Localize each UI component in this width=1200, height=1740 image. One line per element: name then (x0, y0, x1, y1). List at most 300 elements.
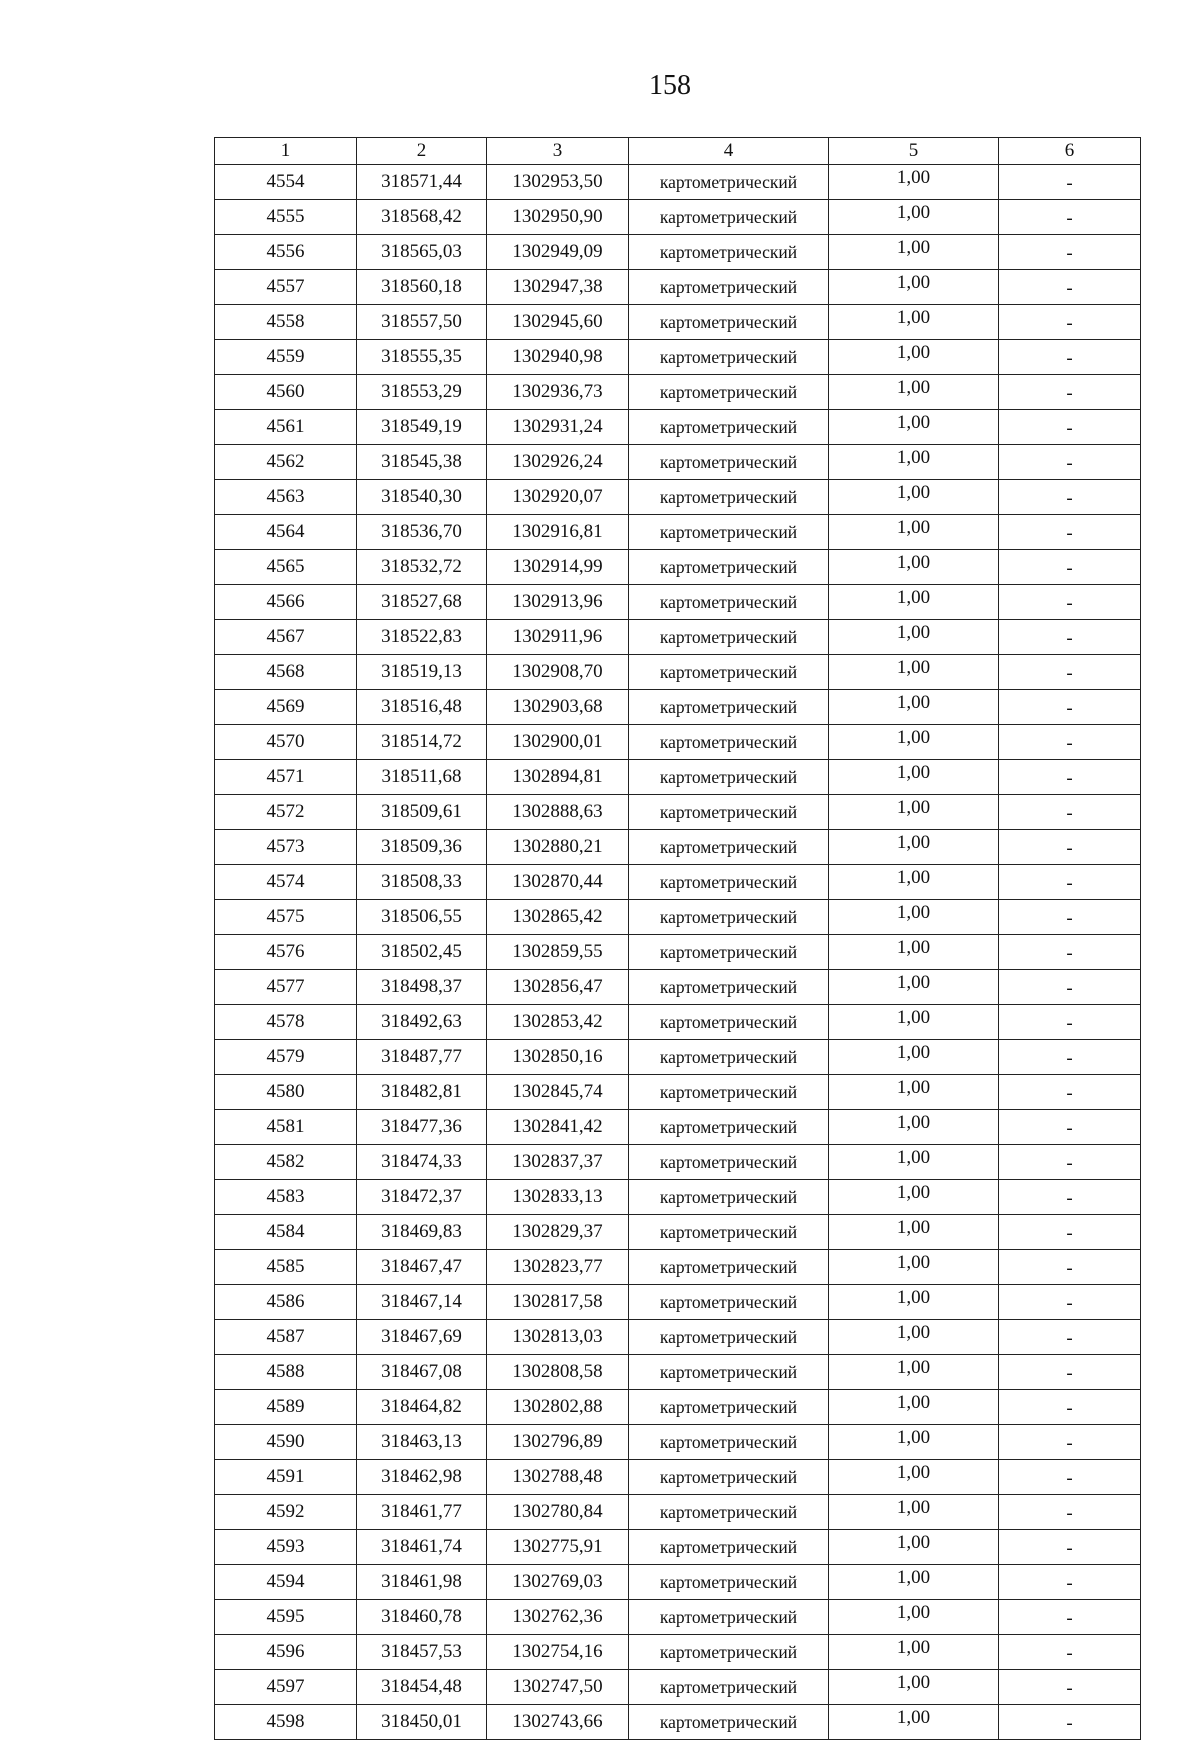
point-number-cell: 4558 (215, 305, 357, 340)
table-row (215, 1075, 1141, 1110)
accuracy-cell: 1,00 (829, 1250, 999, 1285)
y-coordinate-cell: 1302837,37 (487, 1145, 629, 1180)
y-coordinate-cell: 1302913,96 (487, 585, 629, 620)
accuracy-cell: 1,00 (829, 900, 999, 935)
table-row (215, 1635, 1141, 1670)
point-number-cell: 4578 (215, 1005, 357, 1040)
table-row (215, 1145, 1141, 1180)
description-cell: - (999, 1110, 1141, 1145)
point-number-cell: 4589 (215, 1390, 357, 1425)
accuracy-cell: 1,00 (829, 935, 999, 970)
method-cell: картометрический (629, 1670, 829, 1705)
y-coordinate-cell: 1302911,96 (487, 620, 629, 655)
table-row (215, 1460, 1141, 1495)
y-coordinate-cell: 1302949,09 (487, 235, 629, 270)
description-cell: - (999, 550, 1141, 585)
method-cell: картометрический (629, 550, 829, 585)
y-coordinate-cell: 1302936,73 (487, 375, 629, 410)
description-cell: - (999, 200, 1141, 235)
point-number-cell: 4559 (215, 340, 357, 375)
method-cell: картометрический (629, 1530, 829, 1565)
description-cell: - (999, 1145, 1141, 1180)
method-cell: картометрический (629, 305, 829, 340)
description-cell: - (999, 760, 1141, 795)
method-cell: картометрический (629, 1110, 829, 1145)
method-cell: картометрический (629, 1495, 829, 1530)
description-cell: - (999, 865, 1141, 900)
y-coordinate-cell: 1302788,48 (487, 1460, 629, 1495)
method-cell: картометрический (629, 480, 829, 515)
point-number-cell: 4562 (215, 445, 357, 480)
x-coordinate-cell: 318571,44 (357, 165, 487, 200)
y-coordinate-cell: 1302916,81 (487, 515, 629, 550)
description-cell: - (999, 445, 1141, 480)
description-cell: - (999, 270, 1141, 305)
y-coordinate-cell: 1302802,88 (487, 1390, 629, 1425)
table-row (215, 1705, 1141, 1740)
point-number-cell: 4582 (215, 1145, 357, 1180)
x-coordinate-cell: 318461,98 (357, 1565, 487, 1600)
accuracy-cell: 1,00 (829, 1355, 999, 1390)
table-row (215, 1355, 1141, 1390)
point-number-cell: 4575 (215, 900, 357, 935)
table-row (215, 1495, 1141, 1530)
point-number-cell: 4587 (215, 1320, 357, 1355)
table-row (215, 830, 1141, 865)
accuracy-cell: 1,00 (829, 375, 999, 410)
point-number-cell: 4583 (215, 1180, 357, 1215)
description-cell: - (999, 725, 1141, 760)
point-number-cell: 4576 (215, 935, 357, 970)
table-row (215, 1180, 1141, 1215)
description-cell: - (999, 970, 1141, 1005)
table-row (215, 935, 1141, 970)
accuracy-cell: 1,00 (829, 235, 999, 270)
method-cell: картометрический (629, 1600, 829, 1635)
method-cell: картометрический (629, 1635, 829, 1670)
table-row (215, 410, 1141, 445)
x-coordinate-cell: 318509,61 (357, 795, 487, 830)
method-cell: картометрический (629, 725, 829, 760)
description-cell: - (999, 1530, 1141, 1565)
description-cell: - (999, 1425, 1141, 1460)
method-cell: картометрический (629, 830, 829, 865)
point-number-cell: 4556 (215, 235, 357, 270)
description-cell: - (999, 1250, 1141, 1285)
description-cell: - (999, 1600, 1141, 1635)
x-coordinate-cell: 318568,42 (357, 200, 487, 235)
y-coordinate-cell: 1302829,37 (487, 1215, 629, 1250)
description-cell: - (999, 515, 1141, 550)
accuracy-cell: 1,00 (829, 1670, 999, 1705)
point-number-cell: 4563 (215, 480, 357, 515)
x-coordinate-cell: 318472,37 (357, 1180, 487, 1215)
accuracy-cell: 1,00 (829, 480, 999, 515)
table-row (215, 1390, 1141, 1425)
table-row (215, 200, 1141, 235)
x-coordinate-cell: 318549,19 (357, 410, 487, 445)
method-cell: картометрический (629, 1460, 829, 1495)
point-number-cell: 4591 (215, 1460, 357, 1495)
y-coordinate-cell: 1302813,03 (487, 1320, 629, 1355)
table-row (215, 865, 1141, 900)
point-number-cell: 4561 (215, 410, 357, 445)
y-coordinate-cell: 1302894,81 (487, 760, 629, 795)
y-coordinate-cell: 1302947,38 (487, 270, 629, 305)
y-coordinate-cell: 1302900,01 (487, 725, 629, 760)
point-number-cell: 4588 (215, 1355, 357, 1390)
description-cell: - (999, 165, 1141, 200)
point-number-cell: 4581 (215, 1110, 357, 1145)
point-number-cell: 4593 (215, 1530, 357, 1565)
y-coordinate-cell: 1302853,42 (487, 1005, 629, 1040)
description-cell: - (999, 1215, 1141, 1250)
method-cell: картометрический (629, 165, 829, 200)
y-coordinate-cell: 1302796,89 (487, 1425, 629, 1460)
point-number-cell: 4572 (215, 795, 357, 830)
method-cell: картометрический (629, 200, 829, 235)
y-coordinate-cell: 1302888,63 (487, 795, 629, 830)
method-cell: картометрический (629, 935, 829, 970)
method-cell: картометрический (629, 340, 829, 375)
x-coordinate-cell: 318536,70 (357, 515, 487, 550)
description-cell: - (999, 655, 1141, 690)
method-cell: картометрический (629, 1705, 829, 1740)
accuracy-cell: 1,00 (829, 305, 999, 340)
x-coordinate-cell: 318565,03 (357, 235, 487, 270)
method-cell: картометрический (629, 760, 829, 795)
accuracy-cell: 1,00 (829, 1600, 999, 1635)
table-row (215, 760, 1141, 795)
accuracy-cell: 1,00 (829, 620, 999, 655)
column-header-6: 6 (999, 138, 1141, 165)
method-cell: картометрический (629, 410, 829, 445)
point-number-cell: 4569 (215, 690, 357, 725)
point-number-cell: 4594 (215, 1565, 357, 1600)
y-coordinate-cell: 1302914,99 (487, 550, 629, 585)
method-cell: картометрический (629, 270, 829, 305)
x-coordinate-cell: 318464,82 (357, 1390, 487, 1425)
point-number-cell: 4574 (215, 865, 357, 900)
table-row (215, 970, 1141, 1005)
y-coordinate-cell: 1302953,50 (487, 165, 629, 200)
description-cell: - (999, 690, 1141, 725)
table-row (215, 165, 1141, 200)
accuracy-cell: 1,00 (829, 1390, 999, 1425)
point-number-cell: 4560 (215, 375, 357, 410)
accuracy-cell: 1,00 (829, 830, 999, 865)
x-coordinate-cell: 318462,98 (357, 1460, 487, 1495)
x-coordinate-cell: 318467,14 (357, 1285, 487, 1320)
table-row (215, 1040, 1141, 1075)
column-header-5: 5 (829, 138, 999, 165)
method-cell: картометрический (629, 375, 829, 410)
accuracy-cell: 1,00 (829, 585, 999, 620)
table-row (215, 305, 1141, 340)
coordinates-table (214, 137, 1141, 1740)
table-row (215, 725, 1141, 760)
y-coordinate-cell: 1302920,07 (487, 480, 629, 515)
method-cell: картометрический (629, 1250, 829, 1285)
table-row (215, 1425, 1141, 1460)
method-cell: картометрический (629, 235, 829, 270)
accuracy-cell: 1,00 (829, 165, 999, 200)
method-cell: картометрический (629, 1355, 829, 1390)
description-cell: - (999, 585, 1141, 620)
description-cell: - (999, 830, 1141, 865)
y-coordinate-cell: 1302823,77 (487, 1250, 629, 1285)
accuracy-cell: 1,00 (829, 1495, 999, 1530)
y-coordinate-cell: 1302762,36 (487, 1600, 629, 1635)
table-row (215, 1285, 1141, 1320)
accuracy-cell: 1,00 (829, 515, 999, 550)
table-row (215, 1600, 1141, 1635)
table-row (215, 375, 1141, 410)
method-cell: картометрический (629, 1040, 829, 1075)
method-cell: картометрический (629, 585, 829, 620)
x-coordinate-cell: 318467,69 (357, 1320, 487, 1355)
y-coordinate-cell: 1302747,50 (487, 1670, 629, 1705)
description-cell: - (999, 1040, 1141, 1075)
point-number-cell: 4580 (215, 1075, 357, 1110)
x-coordinate-cell: 318545,38 (357, 445, 487, 480)
y-coordinate-cell: 1302950,90 (487, 200, 629, 235)
x-coordinate-cell: 318560,18 (357, 270, 487, 305)
x-coordinate-cell: 318557,50 (357, 305, 487, 340)
method-cell: картометрический (629, 1565, 829, 1600)
y-coordinate-cell: 1302743,66 (487, 1705, 629, 1740)
y-coordinate-cell: 1302845,74 (487, 1075, 629, 1110)
page-number: 158 (649, 70, 691, 101)
x-coordinate-cell: 318487,77 (357, 1040, 487, 1075)
accuracy-cell: 1,00 (829, 795, 999, 830)
point-number-cell: 4577 (215, 970, 357, 1005)
table-row (215, 690, 1141, 725)
point-number-cell: 4595 (215, 1600, 357, 1635)
method-cell: картометрический (629, 970, 829, 1005)
accuracy-cell: 1,00 (829, 1180, 999, 1215)
y-coordinate-cell: 1302908,70 (487, 655, 629, 690)
accuracy-cell: 1,00 (829, 690, 999, 725)
x-coordinate-cell: 318509,36 (357, 830, 487, 865)
y-coordinate-cell: 1302903,68 (487, 690, 629, 725)
table-row (215, 1670, 1141, 1705)
accuracy-cell: 1,00 (829, 1705, 999, 1740)
method-cell: картометрический (629, 690, 829, 725)
x-coordinate-cell: 318477,36 (357, 1110, 487, 1145)
x-coordinate-cell: 318540,30 (357, 480, 487, 515)
y-coordinate-cell: 1302865,42 (487, 900, 629, 935)
x-coordinate-cell: 318463,13 (357, 1425, 487, 1460)
point-number-cell: 4579 (215, 1040, 357, 1075)
accuracy-cell: 1,00 (829, 410, 999, 445)
point-number-cell: 4555 (215, 200, 357, 235)
table-row (215, 795, 1141, 830)
y-coordinate-cell: 1302931,24 (487, 410, 629, 445)
table-row (215, 340, 1141, 375)
point-number-cell: 4585 (215, 1250, 357, 1285)
x-coordinate-cell: 318527,68 (357, 585, 487, 620)
table-row (215, 1110, 1141, 1145)
accuracy-cell: 1,00 (829, 865, 999, 900)
point-number-cell: 4590 (215, 1425, 357, 1460)
x-coordinate-cell: 318506,55 (357, 900, 487, 935)
point-number-cell: 4567 (215, 620, 357, 655)
y-coordinate-cell: 1302850,16 (487, 1040, 629, 1075)
method-cell: картометрический (629, 655, 829, 690)
description-cell: - (999, 1565, 1141, 1600)
table-row (215, 1215, 1141, 1250)
accuracy-cell: 1,00 (829, 760, 999, 795)
method-cell: картометрический (629, 1145, 829, 1180)
description-cell: - (999, 620, 1141, 655)
description-cell: - (999, 1180, 1141, 1215)
method-cell: картометрический (629, 445, 829, 480)
accuracy-cell: 1,00 (829, 1635, 999, 1670)
table-row (215, 655, 1141, 690)
table-row (215, 1530, 1141, 1565)
x-coordinate-cell: 318514,72 (357, 725, 487, 760)
point-number-cell: 4565 (215, 550, 357, 585)
x-coordinate-cell: 318474,33 (357, 1145, 487, 1180)
table-row (215, 1250, 1141, 1285)
method-cell: картометрический (629, 1005, 829, 1040)
description-cell: - (999, 1005, 1141, 1040)
x-coordinate-cell: 318553,29 (357, 375, 487, 410)
x-coordinate-cell: 318516,48 (357, 690, 487, 725)
table-row (215, 270, 1141, 305)
table-row (215, 620, 1141, 655)
x-coordinate-cell: 318461,74 (357, 1530, 487, 1565)
point-number-cell: 4596 (215, 1635, 357, 1670)
description-cell: - (999, 340, 1141, 375)
table-row (215, 445, 1141, 480)
header-row (215, 138, 1141, 165)
x-coordinate-cell: 318461,77 (357, 1495, 487, 1530)
column-header-4: 4 (629, 138, 829, 165)
description-cell: - (999, 305, 1141, 340)
x-coordinate-cell: 318508,33 (357, 865, 487, 900)
x-coordinate-cell: 318450,01 (357, 1705, 487, 1740)
table-row (215, 1565, 1141, 1600)
point-number-cell: 4584 (215, 1215, 357, 1250)
y-coordinate-cell: 1302817,58 (487, 1285, 629, 1320)
point-number-cell: 4597 (215, 1670, 357, 1705)
column-header-2: 2 (357, 138, 487, 165)
x-coordinate-cell: 318522,83 (357, 620, 487, 655)
x-coordinate-cell: 318502,45 (357, 935, 487, 970)
description-cell: - (999, 1320, 1141, 1355)
accuracy-cell: 1,00 (829, 1285, 999, 1320)
description-cell: - (999, 1635, 1141, 1670)
accuracy-cell: 1,00 (829, 1145, 999, 1180)
accuracy-cell: 1,00 (829, 1320, 999, 1355)
description-cell: - (999, 1075, 1141, 1110)
y-coordinate-cell: 1302940,98 (487, 340, 629, 375)
table-body (215, 165, 1141, 1740)
x-coordinate-cell: 318460,78 (357, 1600, 487, 1635)
y-coordinate-cell: 1302880,21 (487, 830, 629, 865)
y-coordinate-cell: 1302754,16 (487, 1635, 629, 1670)
method-cell: картометрический (629, 620, 829, 655)
accuracy-cell: 1,00 (829, 1425, 999, 1460)
method-cell: картометрический (629, 900, 829, 935)
point-number-cell: 4566 (215, 585, 357, 620)
y-coordinate-cell: 1302833,13 (487, 1180, 629, 1215)
table-row (215, 550, 1141, 585)
description-cell: - (999, 480, 1141, 515)
y-coordinate-cell: 1302808,58 (487, 1355, 629, 1390)
accuracy-cell: 1,00 (829, 200, 999, 235)
accuracy-cell: 1,00 (829, 550, 999, 585)
x-coordinate-cell: 318492,63 (357, 1005, 487, 1040)
y-coordinate-cell: 1302841,42 (487, 1110, 629, 1145)
x-coordinate-cell: 318511,68 (357, 760, 487, 795)
accuracy-cell: 1,00 (829, 1110, 999, 1145)
method-cell: картометрический (629, 1285, 829, 1320)
method-cell: картометрический (629, 1320, 829, 1355)
point-number-cell: 4586 (215, 1285, 357, 1320)
method-cell: картометрический (629, 1390, 829, 1425)
method-cell: картометрический (629, 1215, 829, 1250)
accuracy-cell: 1,00 (829, 1040, 999, 1075)
x-coordinate-cell: 318467,47 (357, 1250, 487, 1285)
accuracy-cell: 1,00 (829, 270, 999, 305)
accuracy-cell: 1,00 (829, 1565, 999, 1600)
method-cell: картометрический (629, 1425, 829, 1460)
accuracy-cell: 1,00 (829, 445, 999, 480)
description-cell: - (999, 1705, 1141, 1740)
description-cell: - (999, 900, 1141, 935)
description-cell: - (999, 795, 1141, 830)
accuracy-cell: 1,00 (829, 655, 999, 690)
table-row (215, 900, 1141, 935)
accuracy-cell: 1,00 (829, 970, 999, 1005)
description-cell: - (999, 1495, 1141, 1530)
x-coordinate-cell: 318555,35 (357, 340, 487, 375)
method-cell: картометрический (629, 865, 829, 900)
description-cell: - (999, 410, 1141, 445)
y-coordinate-cell: 1302945,60 (487, 305, 629, 340)
x-coordinate-cell: 318469,83 (357, 1215, 487, 1250)
description-cell: - (999, 235, 1141, 270)
x-coordinate-cell: 318519,13 (357, 655, 487, 690)
y-coordinate-cell: 1302775,91 (487, 1530, 629, 1565)
description-cell: - (999, 375, 1141, 410)
x-coordinate-cell: 318467,08 (357, 1355, 487, 1390)
point-number-cell: 4571 (215, 760, 357, 795)
point-number-cell: 4568 (215, 655, 357, 690)
description-cell: - (999, 1670, 1141, 1705)
x-coordinate-cell: 318532,72 (357, 550, 487, 585)
table-row (215, 515, 1141, 550)
description-cell: - (999, 1390, 1141, 1425)
method-cell: картометрический (629, 795, 829, 830)
x-coordinate-cell: 318482,81 (357, 1075, 487, 1110)
accuracy-cell: 1,00 (829, 340, 999, 375)
description-cell: - (999, 935, 1141, 970)
accuracy-cell: 1,00 (829, 1530, 999, 1565)
point-number-cell: 4570 (215, 725, 357, 760)
table-row (215, 235, 1141, 270)
point-number-cell: 4573 (215, 830, 357, 865)
accuracy-cell: 1,00 (829, 725, 999, 760)
y-coordinate-cell: 1302780,84 (487, 1495, 629, 1530)
x-coordinate-cell: 318498,37 (357, 970, 487, 1005)
y-coordinate-cell: 1302859,55 (487, 935, 629, 970)
y-coordinate-cell: 1302870,44 (487, 865, 629, 900)
table-row (215, 585, 1141, 620)
